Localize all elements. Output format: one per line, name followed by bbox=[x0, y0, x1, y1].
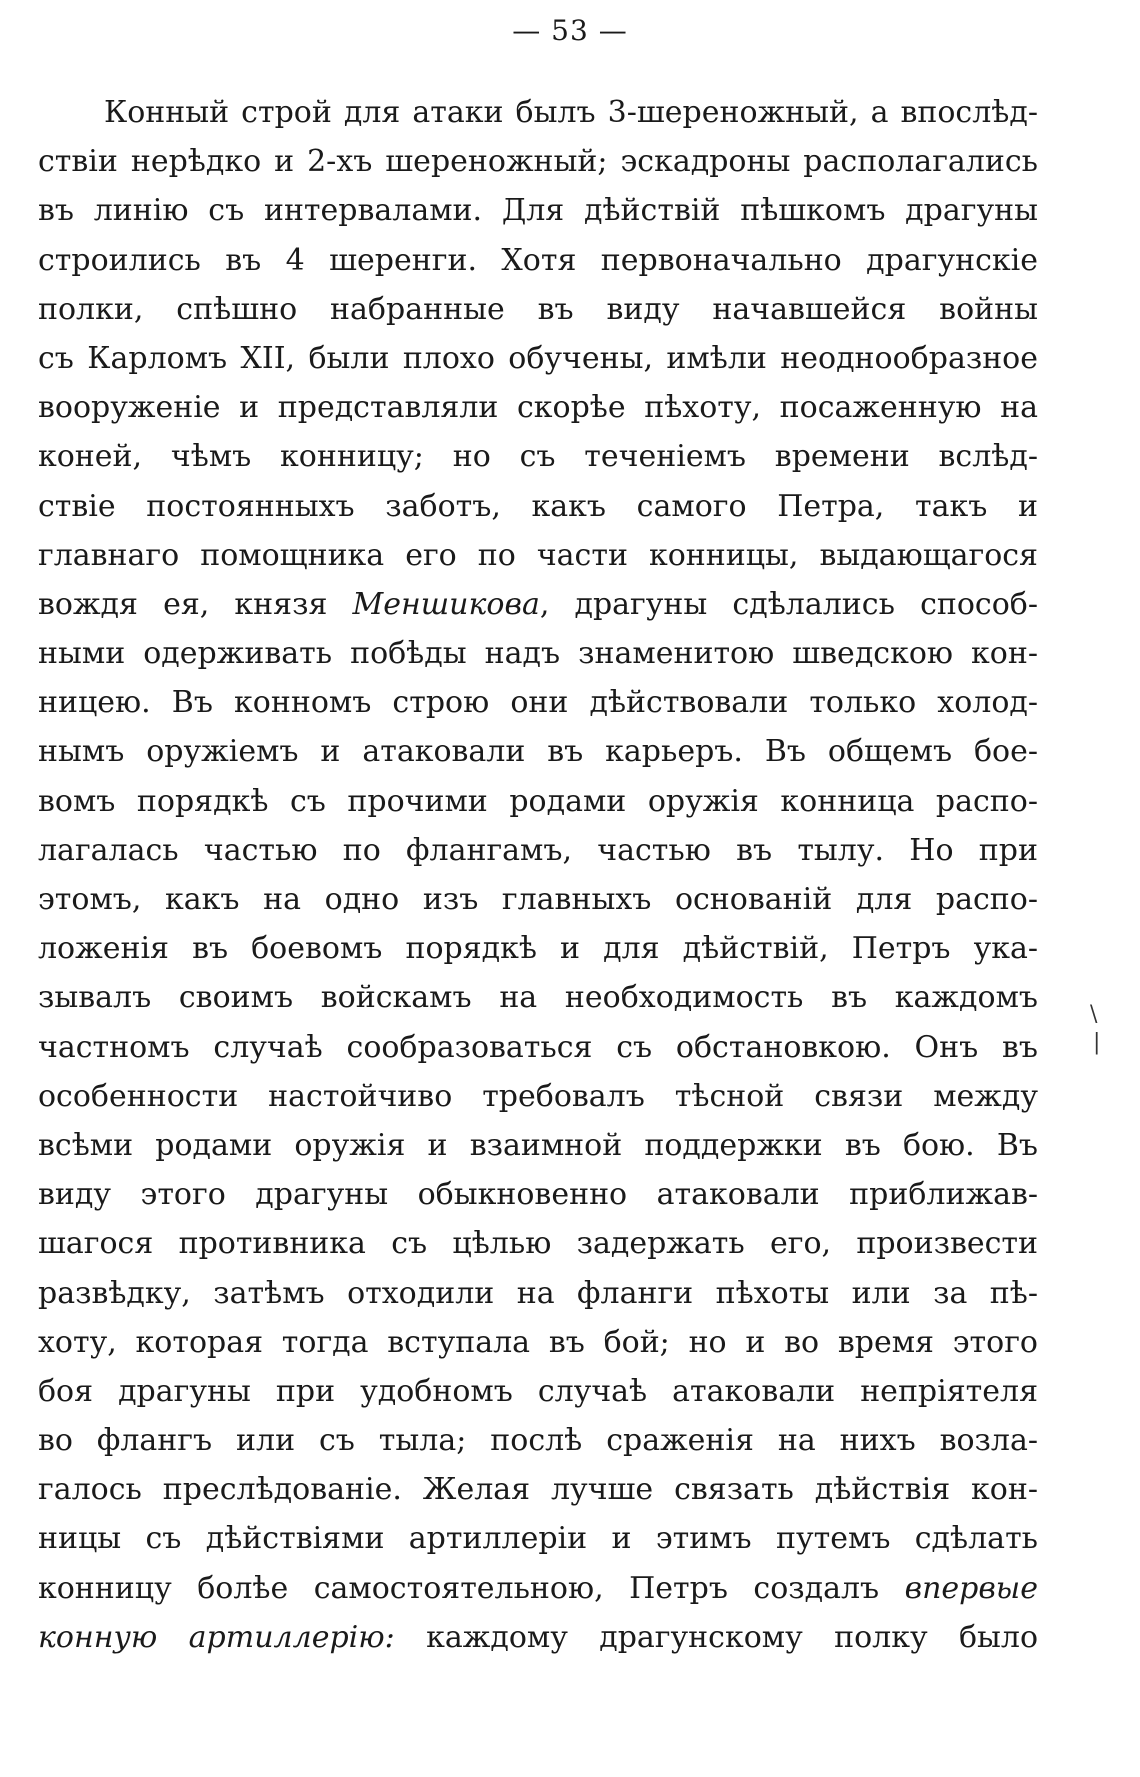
text-line bbox=[38, 1564, 1038, 1613]
line-text-segment: , драгуны сдѣлались способ- bbox=[539, 586, 1038, 622]
emphasized-phrase: конную артиллерію: bbox=[38, 1619, 395, 1655]
line-text-segment: конницу болѣе самостоятельною, Петръ создалъ bbox=[38, 1570, 905, 1606]
text-line bbox=[38, 580, 1038, 629]
text-line: особенности настойчиво требовалъ тѣсной связи между bbox=[38, 1078, 1038, 1114]
text-line: ствіи нерѣдко и 2-хъ шереножный; эскадроны располагались bbox=[38, 144, 1038, 180]
emphasized-word: впервые bbox=[904, 1570, 1038, 1606]
text-line: во флангъ или съ тыла; послѣ сраженія на нихъ возла- bbox=[38, 1423, 1038, 1459]
text-line: вомъ порядкѣ съ прочими родами оружія конница распо- bbox=[38, 783, 1038, 819]
text-line: ными одерживать побѣды надъ знаменитою шведскою кон- bbox=[38, 636, 1038, 672]
text-line: шагося противника съ цѣлью задержать его, произвести bbox=[38, 1226, 1038, 1262]
text-line: боя драгуны при удобномъ случаѣ атаковали непріятеля bbox=[38, 1373, 1038, 1409]
text-line: виду этого драгуны обыкновенно атаковали приближав- bbox=[38, 1177, 1038, 1213]
text-line: строились въ 4 шеренги. Хотя первоначально драгунскіе bbox=[38, 242, 1038, 278]
text-line: галось преслѣдованіе. Желая лучше связать дѣйствія кон- bbox=[38, 1472, 1038, 1508]
text-line: ложенія въ боевомъ порядкѣ и для дѣйствій, Петръ ука- bbox=[38, 931, 1038, 967]
page-number: — 53 — bbox=[512, 14, 628, 47]
emphasized-name: Меншикова bbox=[352, 586, 540, 622]
line-text-segment: вождя ея, князя bbox=[38, 586, 353, 622]
text-line bbox=[38, 1613, 1038, 1662]
text-line: частномъ случаѣ сообразоваться съ обстановкою. Онъ въ bbox=[38, 1029, 1038, 1065]
text-line: ницею. Въ конномъ строю они дѣйствовали только холод- bbox=[38, 685, 1038, 721]
text-line: всѣми родами оружія и взаимной поддержки въ бою. Въ bbox=[38, 1127, 1038, 1163]
text-line: ствіе постоянныхъ заботъ, какъ самого Петра, такъ и bbox=[38, 488, 1038, 524]
text-line: нымъ оружіемъ и атаковали въ карьеръ. Въ общемъ бое- bbox=[38, 734, 1038, 770]
text-line: полки, спѣшно набранные въ виду начавшейся войны bbox=[38, 291, 1038, 327]
margin-mark: | bbox=[1093, 1030, 1101, 1055]
line-text-segment: каждому драгунскому полку было bbox=[394, 1619, 1039, 1655]
text-line: съ Карломъ XII, были плохо обучены, имѣли неоднообразное bbox=[38, 340, 1038, 376]
text-line: лагалась частью по флангамъ, частью въ тылу. Но при bbox=[38, 832, 1038, 868]
text-line: въ линію съ интервалами. Для дѣйствій пѣшкомъ драгуны bbox=[38, 193, 1038, 229]
margin-mark: \ bbox=[1090, 1002, 1098, 1027]
text-line: главнаго помощника его по части конницы, выдающагося bbox=[38, 537, 1038, 573]
text-line: Конный строй для атаки былъ 3-шереножный, а впослѣд- bbox=[104, 95, 1038, 130]
body-text bbox=[38, 88, 1038, 1662]
text-line: хоту, которая тогда вступала въ бой; но и во время этого bbox=[38, 1324, 1038, 1360]
text-line: этомъ, какъ на одно изъ главныхъ основаній для распо- bbox=[38, 882, 1038, 917]
text-line: вооруженіе и представляли скорѣе пѣхоту, посаженную на bbox=[38, 390, 1038, 426]
text-line: коней, чѣмъ конницу; но съ теченіемъ времени вслѣд- bbox=[38, 439, 1038, 475]
text-line: развѣдку, затѣмъ отходили на фланги пѣхоты или за пѣ- bbox=[38, 1275, 1038, 1311]
text-line: зывалъ своимъ войскамъ на необходимость въ каждомъ bbox=[38, 980, 1038, 1016]
text-line: ницы съ дѣйствіями артиллеріи и этимъ путемъ сдѣлать bbox=[38, 1521, 1038, 1557]
